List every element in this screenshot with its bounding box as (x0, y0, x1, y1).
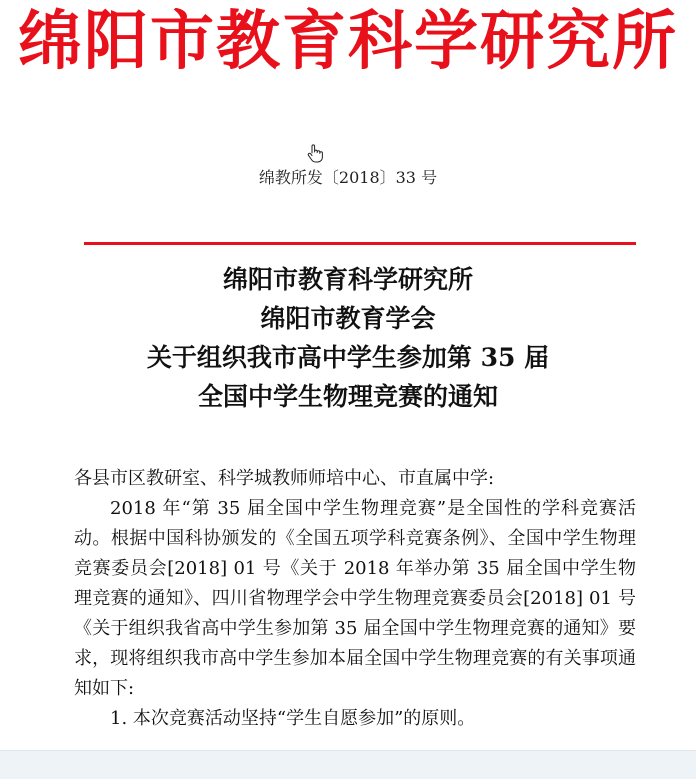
title-line: 全国中学生物理竞赛的通知 (197, 382, 498, 411)
hand-pointer-icon (306, 143, 324, 163)
issuing-organization-header: 绵阳市教育科学研究所 (18, 5, 678, 79)
list-item: 1. 本次竞赛活动坚持“学生自愿参加”的原则。 (110, 708, 476, 729)
notice-body (74, 464, 636, 734)
title-line: 关于组织我市高中学生参加第 35 届 (146, 343, 550, 372)
body-paragraph: 2018 年“第 35 届全国中学生物理竞赛”是全国性的学科竞赛活动。根据中国科协颁发的《全国五项学科竞赛条例》、全国中学生物理竞赛委员会[2018] 01 号《关于 2018 年举办第 35 届全国中学生物理竞赛的通知》、四川省物理学会中学生物理竞赛委员会[2018] 01 号《关于组织我省高中学生参加第 35 届全国中学生物理竞赛的通知》要求，现将组织我市高中学生参加本届全国中学生物理竞赛的有关事项通知如下: (74, 498, 636, 699)
red-divider-line (84, 242, 636, 245)
title-line: 绵阳市教育学会 (260, 304, 436, 333)
viewer-bottom-bar (0, 750, 696, 779)
notice-title (0, 260, 696, 416)
document-number: 绵教所发〔2018〕33 号 (258, 168, 438, 187)
addressee-line: 各县市区教研室、科学城教师师培中心、市直属中学: (74, 468, 495, 489)
title-line: 绵阳市教育科学研究所 (222, 265, 473, 294)
